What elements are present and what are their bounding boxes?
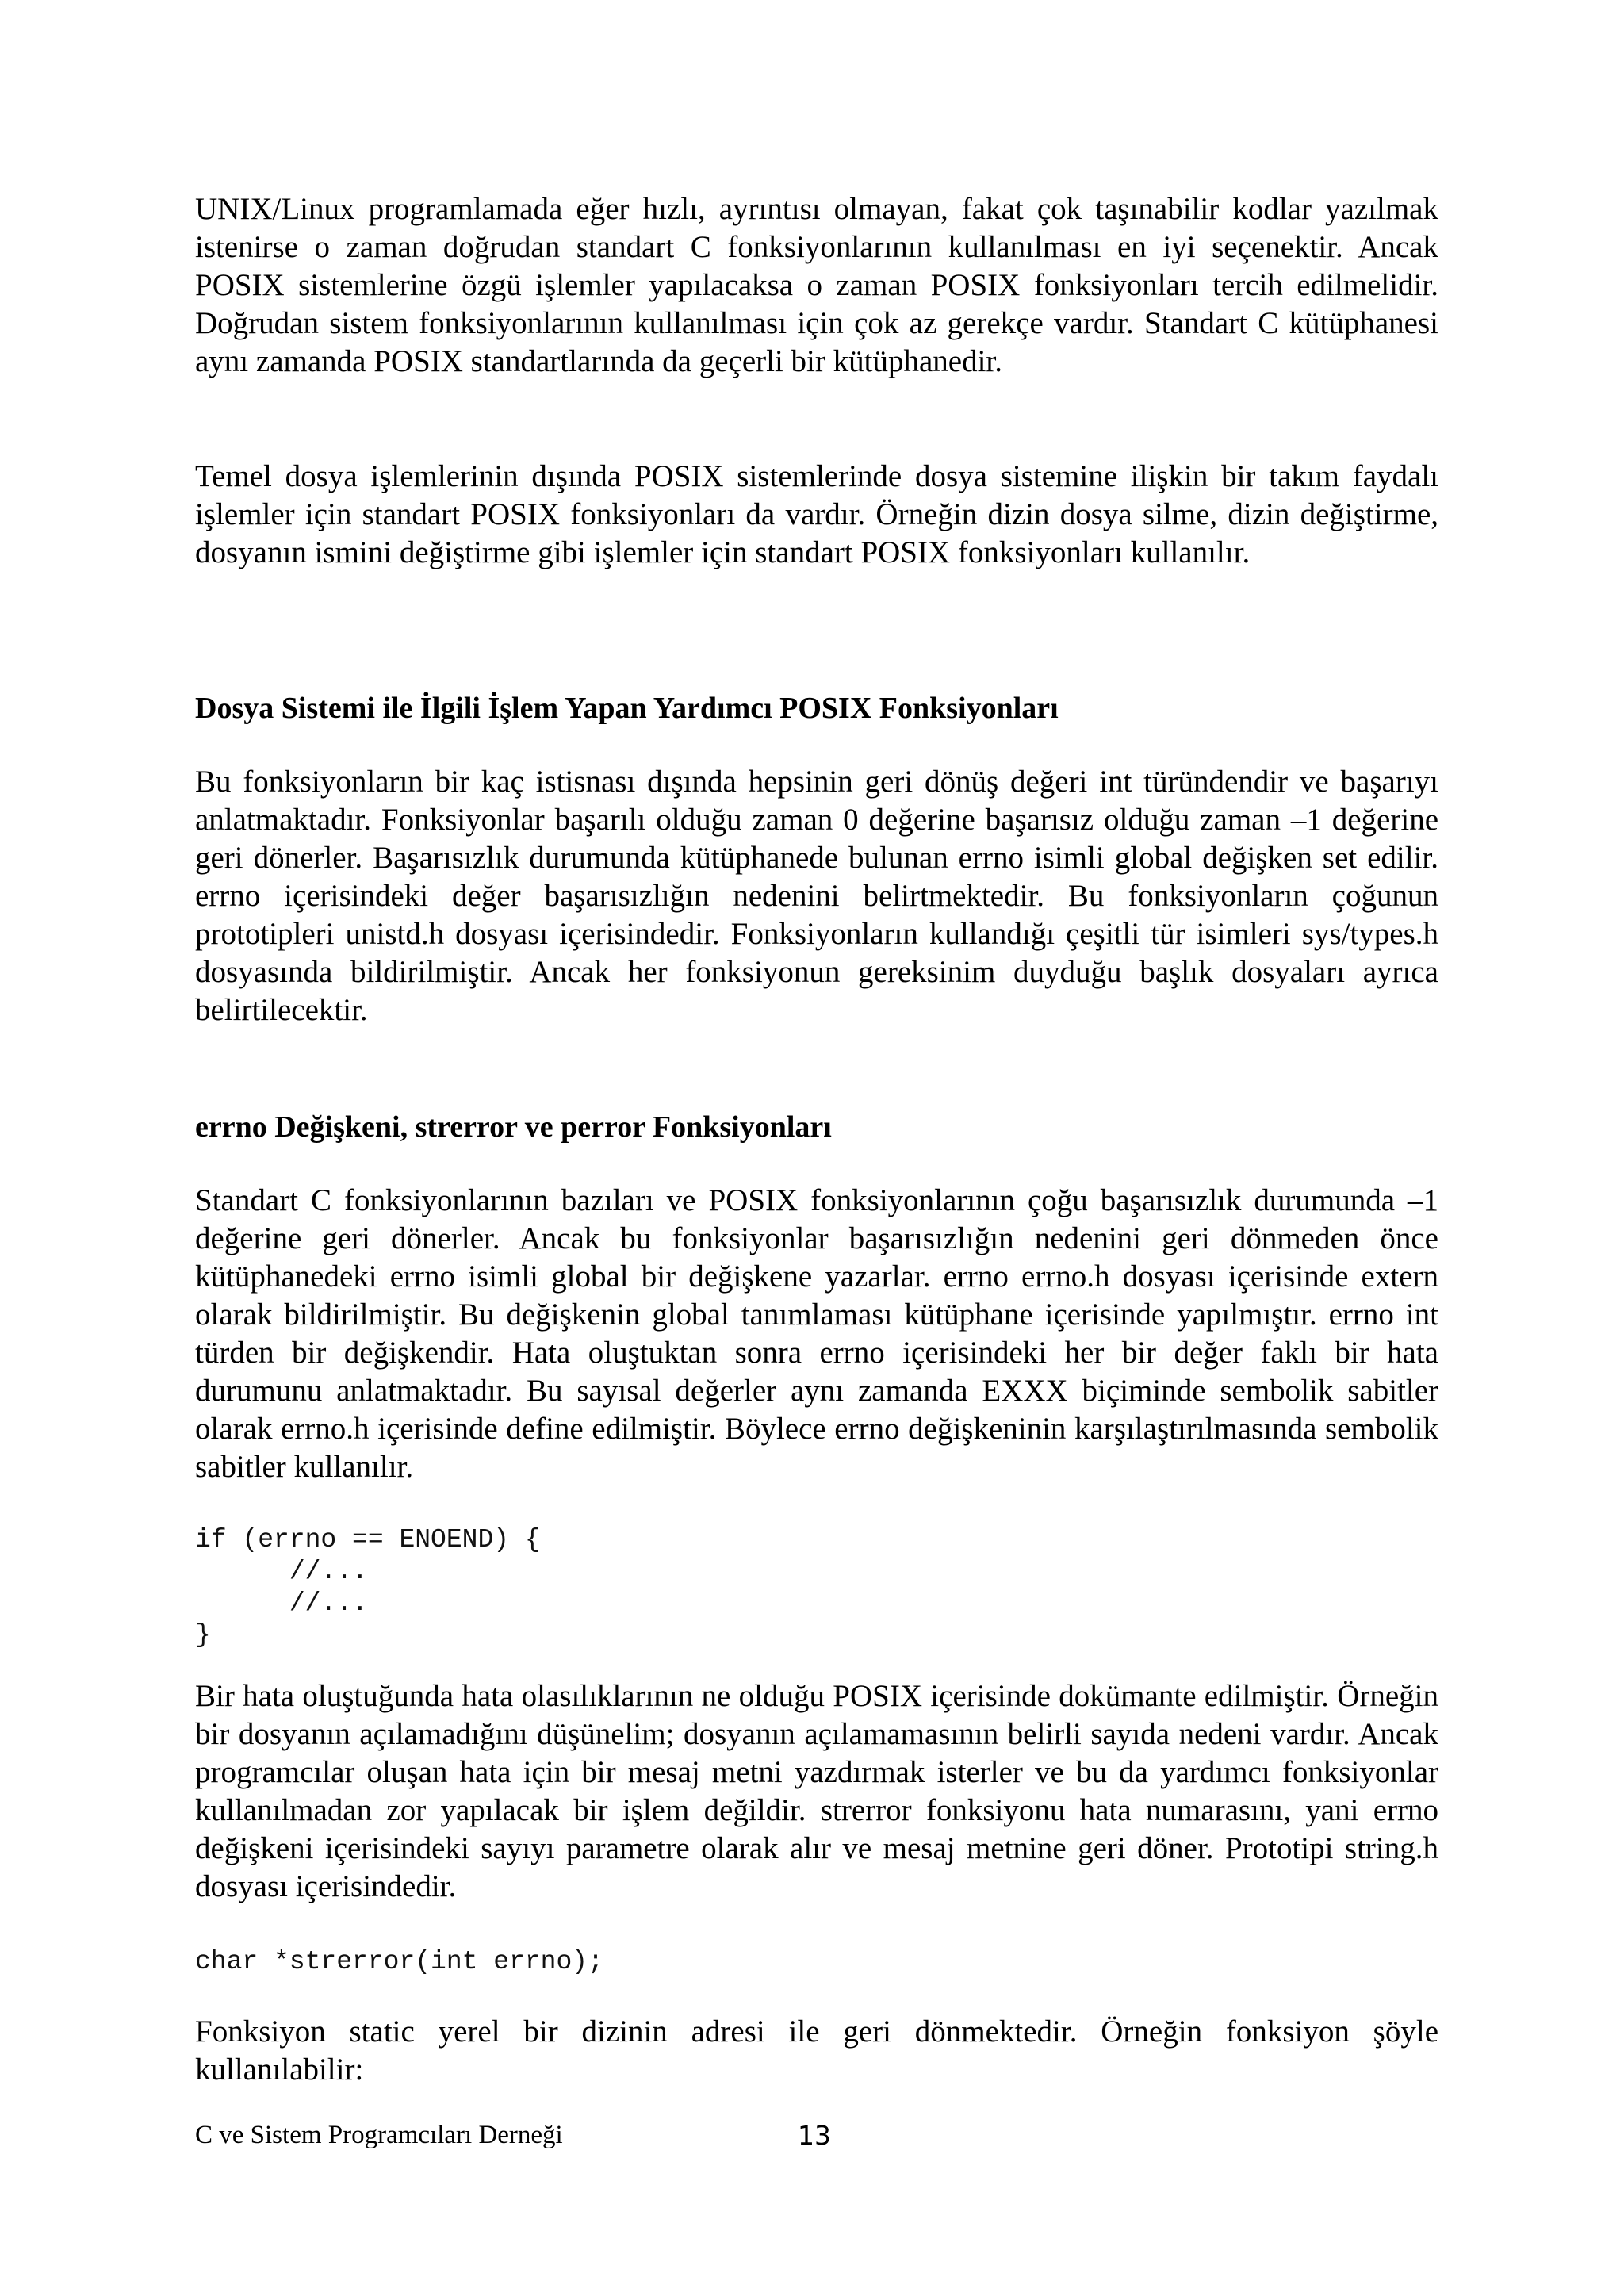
paragraph-unix-linux-intro: UNIX/Linux programlamada eğer hızlı, ayrıntısı olmayan, fakat çok taşınabilir kodlar yazılmak istenirse o zaman doğrudan standart C fonksiyonlarının kullanılması en iyi seçenektir. Ancak POSIX sistemlerine özgü işlemler yapılacaksa o zaman POSIX fonksiyonları tercih edilmelidir. Doğrudan sistem fonksiyonlarının kullanılması için çok az gerekçe vardır. Standart C kütüphanesi aynı zamanda POSIX standartlarında da geçerli bir kütüphanedir.	[195, 192, 1438, 378]
paragraph-posix-file-ops: Temel dosya işlemlerinin dışında POSIX sistemlerinde dosya sistemine ilişkin bir takım faydalı işlemler için standart POSIX fonksiyonları da vardır. Örneğin dizin dosya silme, dizin değiştirme, dosyanın ismini değiştirme gibi işlemler için standart POSIX fonksiyonları kullanılır.	[195, 459, 1438, 569]
paragraph-errno-description: Standart C fonksiyonlarının bazıları ve POSIX fonksiyonlarının çoğu başarısızlık durumunda –1 değerine geri dönerler. Ancak bu fonksiyonlar başarısızlığın nedenini geri dönmeden önce kütüphanedeki errno isimli global bir değişkene yazarlar. errno errno.h dosyası içerisinde extern olarak bildirilmiştir. Bu değişkenin global tanımlaması kütüphane içerisinde yapılmıştır. errno int türden bir değişkendir. Hata oluştuktan sonra errno içerisindeki her bir değer faklı bir hata durumunu anlatmaktadır. Bu sayısal değerler aynı zamanda EXXX biçiminde sembolik sabitler olarak errno.h içerisinde define edilmiştir. Böylece errno değişkeninin karşılaştırılmasında sembolik sabitler kullanılır.	[195, 1183, 1438, 1484]
section-heading-helper-functions: Dosya Sistemi ile İlgili İşlem Yapan Yardımcı POSIX Fonksiyonları	[195, 692, 1059, 725]
paragraph-strerror: Bir hata oluştuğunda hata olasılıklarının ne olduğu POSIX içerisinde dokümante edilmiştir. Örneğin bir dosyanın açılamadığını düşünelim; dosyanın açılamamasının belirli sayıda nedeni vardır. Ancak programcılar oluşan hata için bir mesaj metni yazdırmak isterler ve bu da yardımcı fonksiyonlar kullanılmadan zor yapılacak bir işlem değildir. strerror fonksiyonu hata numarasını, yani errno değişkeni içerisindeki sayıyı parametre olarak alır ve mesaj metnine geri döner. Prototipi string.h dosyası içerisindedir.	[195, 1679, 1438, 1903]
paragraph-return-values: Bu fonksiyonların bir kaç istisnası dışında hepsinin geri dönüş değeri int türündendir ve başarıyı anlatmaktadır. Fonksiyonlar başarılı olduğu zaman 0 değerine başarısız olduğu zaman –1 değerine geri dönerler. Başarısızlık durumunda kütüphanede bulunan errno isimli global değişken set edilir. errno içerisindeki değer başarısızlığın nedenini belirtmektedir. Bu fonksiyonların çoğunun prototipleri unistd.h dosyası içerisindedir. Fonksiyonların kullandığı çeşitli tür isimleri sys/types.h dosyasında bildirilmiştir. Ancak her fonksiyonun gereksinim duyduğu başlık dosyaları ayrıca belirtilecektir.	[195, 765, 1438, 1027]
footer-page-number: 13	[798, 2120, 831, 2151]
section-heading-errno: errno Değişkeni, strerror ve perror Fonksiyonları	[195, 1110, 832, 1144]
paragraph-static-usage: Fonksiyon static yerel bir dizinin adresi ile geri dönmektedir. Örneğin fonksiyon şöyle kullanılabilir:	[195, 2014, 1438, 2087]
code-block-strerror-prototype: char *strerror(int errno);	[195, 1947, 603, 1976]
footer-organization: C ve Sistem Programcıları Derneği	[195, 2121, 563, 2149]
code-block-errno-check: if (errno == ENOEND) { //... //... }	[195, 1525, 541, 1650]
